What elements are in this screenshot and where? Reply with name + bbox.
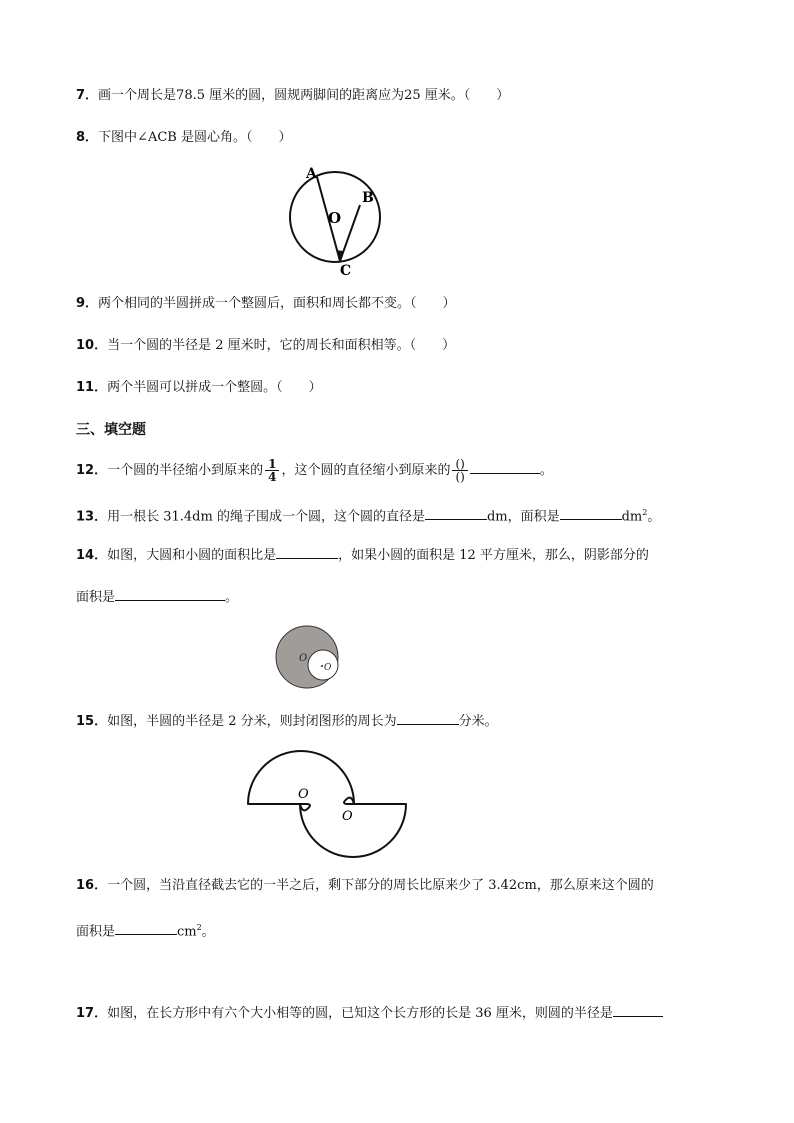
- question-number: 14．: [76, 548, 108, 563]
- question-text: 画一个周长是78.5 厘米的圆，圆规两脚间的距离应为25 厘米。（ ）: [98, 88, 510, 103]
- nested-circles-figure: [274, 624, 340, 690]
- fraction-one-quarter: $\frac{1}{4}$: [265, 458, 279, 483]
- question-8: [76, 128, 291, 148]
- question-number: 7．: [76, 88, 99, 103]
- question-number: 16．: [76, 878, 108, 893]
- question-16: [76, 876, 654, 896]
- label-bottom-center: O: [342, 809, 353, 824]
- question-15: 15．如图，半圆的半径是 2 分米，则封闭图形的周长为 分米。: [76, 710, 498, 732]
- answer-blank-ratio[interactable]: [276, 544, 338, 559]
- question-number: 10．: [76, 338, 108, 353]
- question-text: 一个圆的半径缩小到原来的: [107, 463, 264, 478]
- answer-blank-radius[interactable]: [613, 1002, 663, 1017]
- question-9: [76, 294, 456, 314]
- question-17: [76, 1002, 663, 1024]
- question-text: 两个半圆可以拼成一个整圆。（ ）: [107, 380, 322, 395]
- question-12: 12．一个圆的半径缩小到原来的 $\frac{1}{4}$ ，这个圆的直径缩小到原来的 $\frac{()}{()}$ 。: [76, 457, 553, 484]
- question-text: ，这个圆的直径缩小到原来的: [281, 463, 451, 478]
- question-14: 14．如图，大圆和小圆的面积比是 ，如果小圆的面积是 12 平方厘米，那么，阴影部分的: [76, 544, 649, 566]
- question-13: 13．用一根长 31.4dm 的绳子围成一个圆，这个圆的直径是 dm，面积是 $dm^2$。: [76, 503, 660, 527]
- label-big-center: O: [299, 653, 308, 664]
- semicircle-shape-figure: [240, 748, 412, 864]
- question-14-continued: 面积是 。: [76, 586, 238, 608]
- question-text: 如图，在长方形中有六个大小相等的圆，已知这个长方形的长是 36 厘米，则圆的半径是: [107, 1006, 613, 1021]
- answer-blank-perimeter[interactable]: [397, 710, 459, 725]
- label-small-center: O: [324, 663, 332, 673]
- label-b: B: [362, 190, 374, 206]
- label-c: C: [340, 263, 352, 279]
- answer-blank-area[interactable]: [560, 505, 622, 520]
- question-text: 如图，大圆和小圆的面积比是: [107, 548, 277, 563]
- answer-blank-shaded-area[interactable]: [115, 586, 225, 601]
- question-text: 下图中∠ACB 是圆心角。（ ）: [98, 130, 292, 145]
- question-number: 15．: [76, 714, 108, 729]
- question-number: 17．: [76, 1006, 108, 1021]
- circle-angle-figure: [280, 160, 390, 280]
- question-number: 9．: [76, 296, 99, 311]
- question-10: [76, 336, 455, 356]
- question-text: 两个相同的半圆拼成一个整圆后，面积和周长都不变。（ ）: [98, 296, 456, 311]
- question-text: 用一根长 31.4dm 的绳子围成一个圆，这个圆的直径是: [107, 509, 425, 525]
- question-11: [76, 378, 322, 398]
- question-text: 一个圆，当沿直径截去它的一半之后，剩下部分的周长比原来少了 3.42cm，那么原来这个圆的: [107, 878, 654, 893]
- answer-blank-area[interactable]: [115, 920, 177, 935]
- question-number: 12．: [76, 463, 108, 478]
- label-top-center: O: [298, 787, 309, 802]
- section-heading: 三、填空题: [76, 422, 146, 438]
- question-number: 11．: [76, 380, 108, 395]
- label-o: O: [328, 209, 342, 227]
- question-text: 如图，半圆的半径是 2 分米，则封闭图形的周长为: [107, 714, 397, 729]
- question-7: [76, 86, 509, 106]
- question-text: 当一个圆的半径是 2 厘米时，它的周长和面积相等。（ ）: [107, 338, 456, 353]
- label-a: A: [306, 166, 317, 182]
- answer-blank[interactable]: [470, 459, 540, 474]
- blank-fraction[interactable]: $\frac{()}{()}$: [452, 458, 467, 483]
- question-16-continued: 面积是 $cm^2$。: [76, 918, 215, 942]
- question-number: 13．: [76, 509, 108, 525]
- answer-blank-diameter[interactable]: [425, 505, 487, 520]
- question-number: 8．: [76, 130, 99, 145]
